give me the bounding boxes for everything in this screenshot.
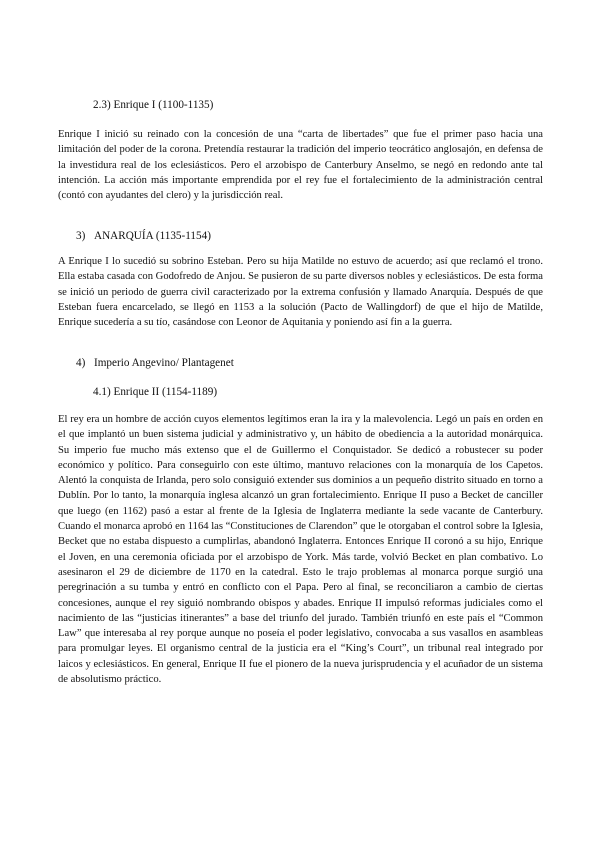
section-heading-2-3: 2.3) Enrique I (1100-1135) <box>93 99 214 111</box>
section-body-3: A Enrique I lo sucedió su sobrino Esteban. Pero su hija Matilde no estuvo de acuerdo; así que reclamó el trono. Ella estaba casada con Godofredo de Anjou. Se pusieron de su parte diversos nobles y eclesiásticos. De esta forma se inició un periodo de guerra civil caracterizado por la extrema confusión y llamado Anarquía. Después de que Esteban fuera encarcelado, se llegó en 1153 a la solución (Pacto de Wallingdorf) de que el hijo de Matilde, Enrique sucedería a su tío, casándose con Leonor de Aquitania y poniendo así fin a la guerra. <box>58 256 543 329</box>
section-heading-3 <box>76 229 211 243</box>
section-title-3: ANARQUÍA (1135-1154) <box>94 230 211 242</box>
section-number-3: 3) <box>76 230 86 242</box>
section-title-4: Imperio Angevino/ Plantagenet <box>94 357 234 369</box>
section-heading-4 <box>76 356 234 370</box>
section-body-4-1: El rey era un hombre de acción cuyos elementos legítimos eran la ira y la malevolencia. Legó un país en orden en el que implantó un buen sistema judicial y administrativo y, un hábito de obediencia a la autoridad monárquica. Su imperio fue mucho más extenso que el de Guillermo el Conquistador. Se dedicó a robustecer su poder económico y político. Para conseguirlo con este último, mantuvo relaciones con la monarquía de los Capetos. Alentó la conquista de Irlanda, pero solo consiguió extender sus dominios a un pequeño distrito situado en torno a Dublín. Por lo tanto, la monarquía inglesa alcanzó un gran fortalecimiento. Enrique II puso a Becket de canciller que luego (en 1162) pasó a estar al frente de la Iglesia de Inglaterra mediante la sede vacante de Canterbury. Cuando el monarca aprobó en 1164 las “Constituciones de Clarendon” que le otorgaban el control sobre la Iglesia, Becket que no estaba dispuesto a cumplirlas, abandonó Inglaterra. Entonces Enrique II coronó a su hijo, Enrique el Joven, en una ceremonia oficiada por el arzobispo de York. Más tarde, volvió Becket en plan combativo. Lo asesinaron el 29 de diciembre de 1170 en la catedral. Esto le trajo problemas al monarca porque surgió una peregrinación a su tumba y entró en conflicto con el Papa. Pero al final, se reconciliaron a cambio de ciertas concesiones, aunque el rey siguió nombrando obispos y abades. Enrique II impulsó reformas judiciales como el nacimiento de las “justicias itinerantes” a base del triunfo del jurado. También triunfó en este país el “Common Law” que interesaba al rey porque aunque no poseía el poder legislativo, convocaba a sus vasallos en asambleas para promulgar leyes. El organismo central de la justicia era el “King’s Court”, un tribunal real integrado por laicos y eclesiásticos. En general, Enrique II fue el pionero de la nueva jurisprudencia y el acuñador de un sistema de absolutismo práctico. <box>58 414 543 686</box>
section-body-2-3: Enrique I inició su reinado con la concesión de una “carta de libertades” que fue el primer paso hacia una limitación del poder de la corona. Pretendía restaurar la tradición del imperio teocrático anglosajón, en defensa de la investidura real de los eclesiásticos. Pero el arzobispo de Canterbury Anselmo, se negó en redondo ante tal intención. La acción más importante emprendida por el rey fue el fortalecimiento de la administración central (contó con ayudantes del clero) y la jurisdicción real. <box>58 129 543 202</box>
section-heading-4-1: 4.1) Enrique II (1154-1189) <box>93 386 218 398</box>
section-number-4: 4) <box>76 357 86 369</box>
